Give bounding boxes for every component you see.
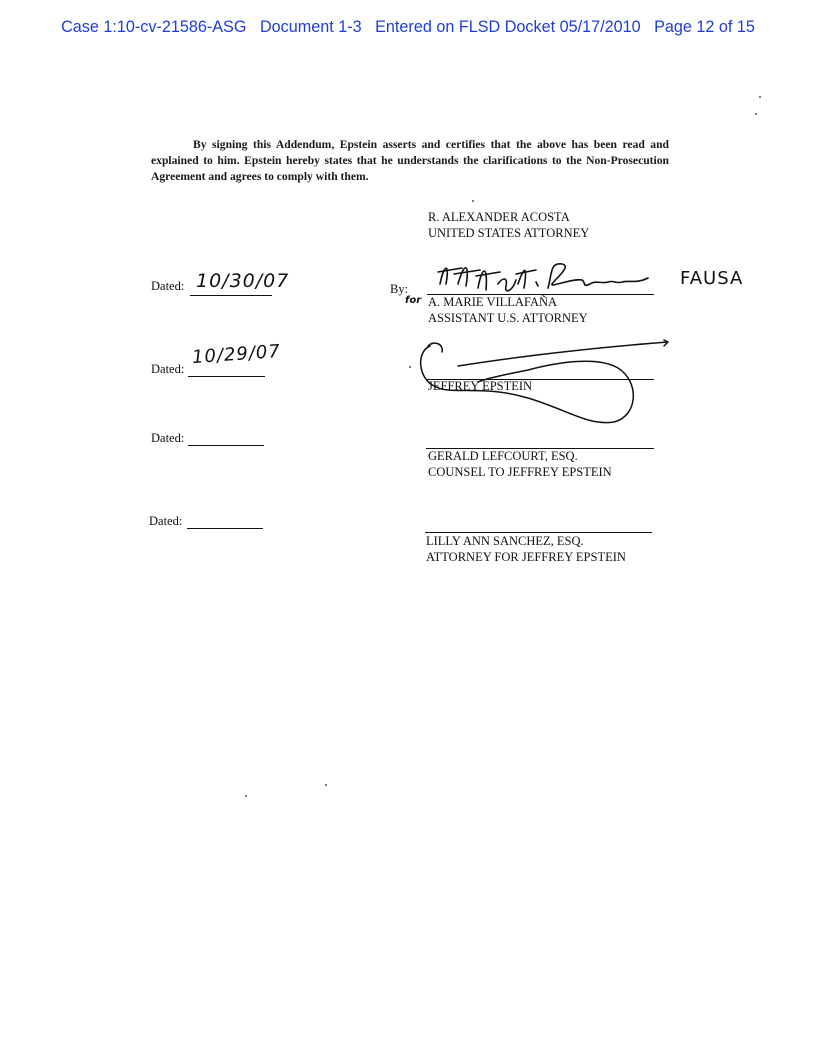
- dated-label-1: Dated:: [151, 279, 185, 293]
- date-line-1: [190, 295, 272, 296]
- villafana-signature: [432, 254, 672, 296]
- handwritten-date-1: 10/30/07: [196, 270, 290, 292]
- page-number: Page 12 of 15: [654, 18, 755, 36]
- us-attorney-title: UNITED STATES ATTORNEY: [428, 226, 590, 240]
- certification-paragraph: By signing this Addendum, Epstein asserts and certifies that the above has been read and explained to him. Epstein hereby states that he understands the clarifications to the Non-Prosecution Agreement and agrees to comply with them.: [151, 137, 669, 183]
- date-line-4: [187, 528, 263, 529]
- date-line-2: [188, 376, 265, 377]
- date-line-3: [188, 445, 264, 446]
- handwritten-date-2: 10/29/07: [191, 340, 282, 369]
- docket-entry: Entered on FLSD Docket 05/17/2010: [375, 18, 641, 36]
- scan-speck: [325, 784, 327, 786]
- case-number: Case 1:10-cv-21586-ASG: [61, 18, 247, 36]
- scan-speck: [245, 795, 247, 797]
- docket-header: [0, 18, 816, 37]
- document-number: Document 1-3: [259, 18, 362, 36]
- lefcourt-name: GERALD LEFCOURT, ESQ.: [428, 449, 578, 463]
- scan-speck: [755, 113, 757, 115]
- ausa-title: ASSISTANT U.S. ATTORNEY: [428, 311, 588, 325]
- ausa-name: A. MARIE VILLAFAÑA: [428, 295, 558, 309]
- sanchez-name: LILLY ANN SANCHEZ, ESQ.: [426, 534, 584, 548]
- epstein-name: JEFFREY EPSTEIN: [428, 379, 533, 393]
- lefcourt-title: COUNSEL TO JEFFREY EPSTEIN: [428, 465, 612, 479]
- dated-label-3: Dated:: [151, 431, 185, 445]
- signature-annotation: FAUSA: [680, 268, 744, 289]
- scan-speck: [472, 200, 474, 202]
- for-mark: for: [405, 295, 422, 306]
- by-label: By:: [390, 282, 409, 296]
- sanchez-title: ATTORNEY FOR JEFFREY EPSTEIN: [426, 550, 626, 564]
- scan-speck: [409, 366, 411, 368]
- dated-label-2: Dated:: [151, 362, 185, 376]
- dated-label-4: Dated:: [149, 514, 183, 528]
- us-attorney-name: R. ALEXANDER ACOSTA: [428, 210, 570, 224]
- scan-speck: [759, 96, 761, 98]
